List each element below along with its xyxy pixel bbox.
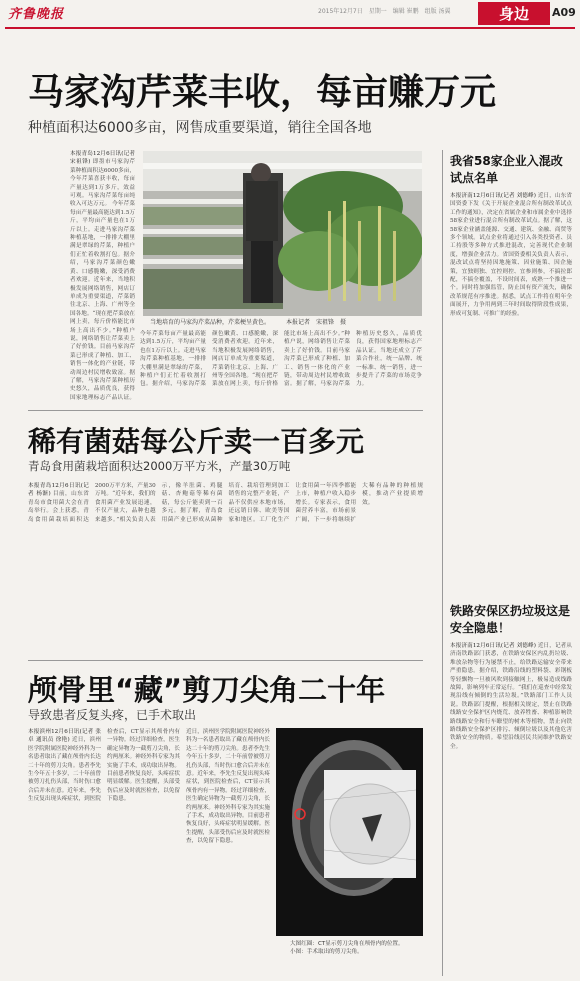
story1-photo-credit: 本报记者 宋祖锋 摄 bbox=[285, 319, 346, 326]
page-number: A09 bbox=[552, 6, 576, 19]
story3-caption-1: 大图红圈：CT显示剪刀尖角在颅骨内的位置。 bbox=[290, 941, 404, 947]
story1-lead: 即墨市马家沟芹菜种植面积达6000多亩，今年芹菜喜获丰收，每亩产量达到1万多斤，效益可观。马家沟芹菜每亩纯收入可达万元。 bbox=[70, 159, 135, 208]
story2-byline: 本报青岛12月6日讯(记者 杨渐) bbox=[28, 483, 89, 498]
story3-caption-2: 小图：手术取出的剪刀尖角。 bbox=[290, 949, 363, 955]
sidebar2-body-text: 近日，记者从济南铁路部门获悉，在铁路安保区内乱扔垃圾、堆放杂物等行为屡禁不止，给铁路运输安全带来严重隐患。据介绍，铁路沿线的塑料袋、彩钢板等轻飘物一旦被风吹到接触网上，极易造成线路故障，影响列车正常运行。“我们在巡查中经常发现沿线有倾倒的生活垃圾。”铁路部门工作人员说。铁路部门提醒，根据相关规定，禁止在铁路线路安全保护区内烧荒、放养牲畜、种植影响铁路线路安全和行车瞭望的树木等植物，禁止向铁路线路安全保护区排污、倾倒垃圾以及其他危害铁路安全的物质。希望沿线居民共同维护铁路安全。 bbox=[450, 643, 572, 750]
story3-body-col2 bbox=[186, 728, 270, 974]
story3-body-col bbox=[28, 728, 180, 974]
section-tab bbox=[478, 2, 550, 25]
celery-greenhouse-photo bbox=[143, 151, 422, 316]
story1-body-cols bbox=[140, 330, 422, 402]
sidebar2-headline: 铁路安保区扔垃圾这是安全隐患！ bbox=[450, 604, 571, 635]
story1-body: 今年芹菜每亩产量最高能达到1.5万斤，平均亩产量也在1万斤以上。走进马家沟芹菜种植基地，一排排大棚里满是翠绿的芹菜，种植户们正忙着收割打包。据介绍，马家沟芹菜颜色嫩黄、口感脆嫩，深受消费者欢迎。近年来，当地积极发展网络销售，网店订单成为重要渠道，芹菜销往北京、上海、广州等全国各地。“现在把芹菜放在网上卖，每斤价格能比市场上高出不少。”种植户说，网络销售让芹菜卖上了好价钱。目前马家沟芹菜已形成了种植、加工、销售一体化的产业链，带动周边村民增收致富。据了解，马家沟芹菜种植历史悠久，品质优良，获得国家地理标志产品认证。 bbox=[70, 201, 135, 400]
story2-headline: 稀有菌菇每公斤卖一百多元 bbox=[28, 425, 365, 458]
sidebar2-body bbox=[450, 642, 572, 976]
sidebar1-body-text: 近日，山东省国资委下发《关于开展企业混合所有制改革试点工作的通知》，决定在省属企业和市属企业中选择58家企业进行混合所有制改革试点。据了解，这58家企业涵盖能源、交通、建筑、金融、商贸等多个领域。试点企业将通过引入各类投资者、员工持股等多种方式推进混改，完善现代企业制度，增强企业活力。省国资委相关负责人表示，混改试点将坚持因地施策、因业施策、因企施策，宜独则独、宜控则控、宜参则参，不搞拉郎配，不搞全覆盖，不设时间表，成熟一个推进一个。同时将加强监管，防止国有资产流失，确保改革规范有序推进。据悉，试点工作将在明年全面展开，力争用两到三年时间取得阶段性成果，形成可复制、可推广的经验。 bbox=[450, 193, 572, 317]
sidebar-divider bbox=[442, 150, 443, 976]
story1-caption-text: 当地培育的马家沟芹菜品种，芹菜梗呈黄色。 bbox=[150, 319, 271, 326]
story3-subhead: 导致患者反复头疼，已手术取出 bbox=[28, 708, 197, 722]
sidebar1-body bbox=[450, 192, 572, 592]
story1-headline: 马家沟芹菜丰收，每亩赚万元 bbox=[28, 72, 497, 113]
newspaper-logo: 齐鲁晚报 bbox=[8, 7, 65, 22]
story3-caption bbox=[290, 940, 420, 956]
story1-body-col1 bbox=[70, 150, 135, 400]
story3-byline: 本报滨州12月6日讯(记者 张卓 通讯员 徐艳) bbox=[28, 729, 101, 744]
story3-body-text-2: 近日，滨州医学院附属医院神经外科为一名患者取出了藏在颅骨内长达二十年的剪刀尖角。患者李先生今年五十多岁，二十年前曾被剪刀扎伤头部，当时伤口愈合后并未在意。近年来，李先生反复出现头疼症状，到医院检查后，CT显示其颅骨内有一异物。经过详细检查，医生确定异物为一截剪刀尖角，长约两厘米。神经外科专家为其实施了手术，成功取出异物。目前患者恢复良好，头疼症状明显缓解。医生提醒，头部受伤后应及时就医检查，以免留下隐患。 bbox=[186, 729, 270, 845]
story1-caption bbox=[150, 317, 346, 326]
scissor-tip-image bbox=[324, 770, 416, 878]
section-divider-2 bbox=[28, 660, 423, 661]
story2-subhead: 青岛食用菌栽培面积达2000万平方米，产量30万吨 bbox=[28, 459, 291, 473]
story3-headline: 颅骨里“藏”剪刀尖角二十年 bbox=[28, 673, 386, 707]
story3-inset-photo bbox=[324, 770, 416, 878]
section-label: 身边 bbox=[498, 5, 529, 23]
issue-info: 2015年12月7日 星期一 编辑 崔鹏 组版 汤翼 bbox=[318, 8, 451, 15]
top-rule bbox=[5, 27, 575, 29]
story2-body bbox=[28, 482, 423, 650]
story2-body-text: 目前，山东省青岛市食用菌大会在青岛举行。会上获悉，青岛食用菌栽培面积达2000万平方米，产量30万吨。“近年来，我们的食用菌产业发展迅速，不仅产量大，品种也越来越多。”相关负责人表示，像羊肚菌、鸡腿菇、杏鲍菇等稀有菌菇，每公斤能卖到一百多元。据了解，青岛食用菌产业已形成从菌种培育、栽培管理到加工销售的完整产业链，产品不仅供应本地市场，还远销日韩、欧美等国家和地区。工厂化生产让食用菌一年四季都能上市，种植户收入稳步增长。专家表示，食用菌营养丰富，市场前景广阔，下一步将继续扩大稀有品种的种植规模，推动产业提质增效。 bbox=[28, 483, 423, 523]
section-divider-1 bbox=[28, 410, 423, 411]
story1-photo bbox=[143, 151, 422, 316]
story1-subhead: 种植面积达6000多亩，网售成重要渠道，销往全国各地 bbox=[28, 120, 372, 136]
sidebar1-byline: 本报济南12月6日讯(记者 刘德峰) bbox=[450, 193, 536, 199]
sidebar2-byline: 本报济南12月6日讯(记者 刘德峰) bbox=[450, 643, 536, 649]
story1-body-continued: 今年芹菜每亩产量最高能达到1.5万斤，平均亩产量也在1万斤以上。走进马家沟芹菜种植基地，一排排大棚里满是翠绿的芹菜，种植户们正忙着收割打包。据介绍，马家沟芹菜颜色嫩黄、口感脆嫩，深受消费者欢迎。近年来，当地积极发展网络销售，网店订单成为重要渠道，芹菜销往北京、上海、广州等全国各地。“现在把芹菜放在网上卖，每斤价格能比市场上高出不少。”种植户说，网络销售让芹菜卖上了好价钱。目前马家沟芹菜已形成了种植、加工、销售一体化的产业链，带动周边村民增收致富。据了解，马家沟芹菜种植历史悠久，品质优良，获得国家地理标志产品认证。当地还成立了芹菜合作社，统一品牌、统一标准、统一销售，进一步提升了芹菜的市场竞争力。 bbox=[140, 331, 422, 388]
sidebar1-headline: 我省58家企业入混改试点名单 bbox=[450, 154, 563, 185]
story3-body-text: 近日，滨州医学院附属医院神经外科为一名患者取出了藏在颅骨内长达二十年的剪刀尖角。患者李先生今年五十多岁，二十年前曾被剪刀扎伤头部，当时伤口愈合后并未在意。近年来，李先生反复出现头疼症状，到医院检查后，CT显示其颅骨内有一异物。经过详细检查，医生确定异物为一截剪刀尖角，长约两厘米。神经外科专家为其实施了手术，成功取出异物。目前患者恢复良好，头疼症状明显缓解。医生提醒，头部受伤后应及时就医检查，以免留下隐患。 bbox=[28, 729, 180, 803]
story1-byline: 本报青岛12月6日讯(记者 宋祖锋) bbox=[70, 151, 135, 166]
